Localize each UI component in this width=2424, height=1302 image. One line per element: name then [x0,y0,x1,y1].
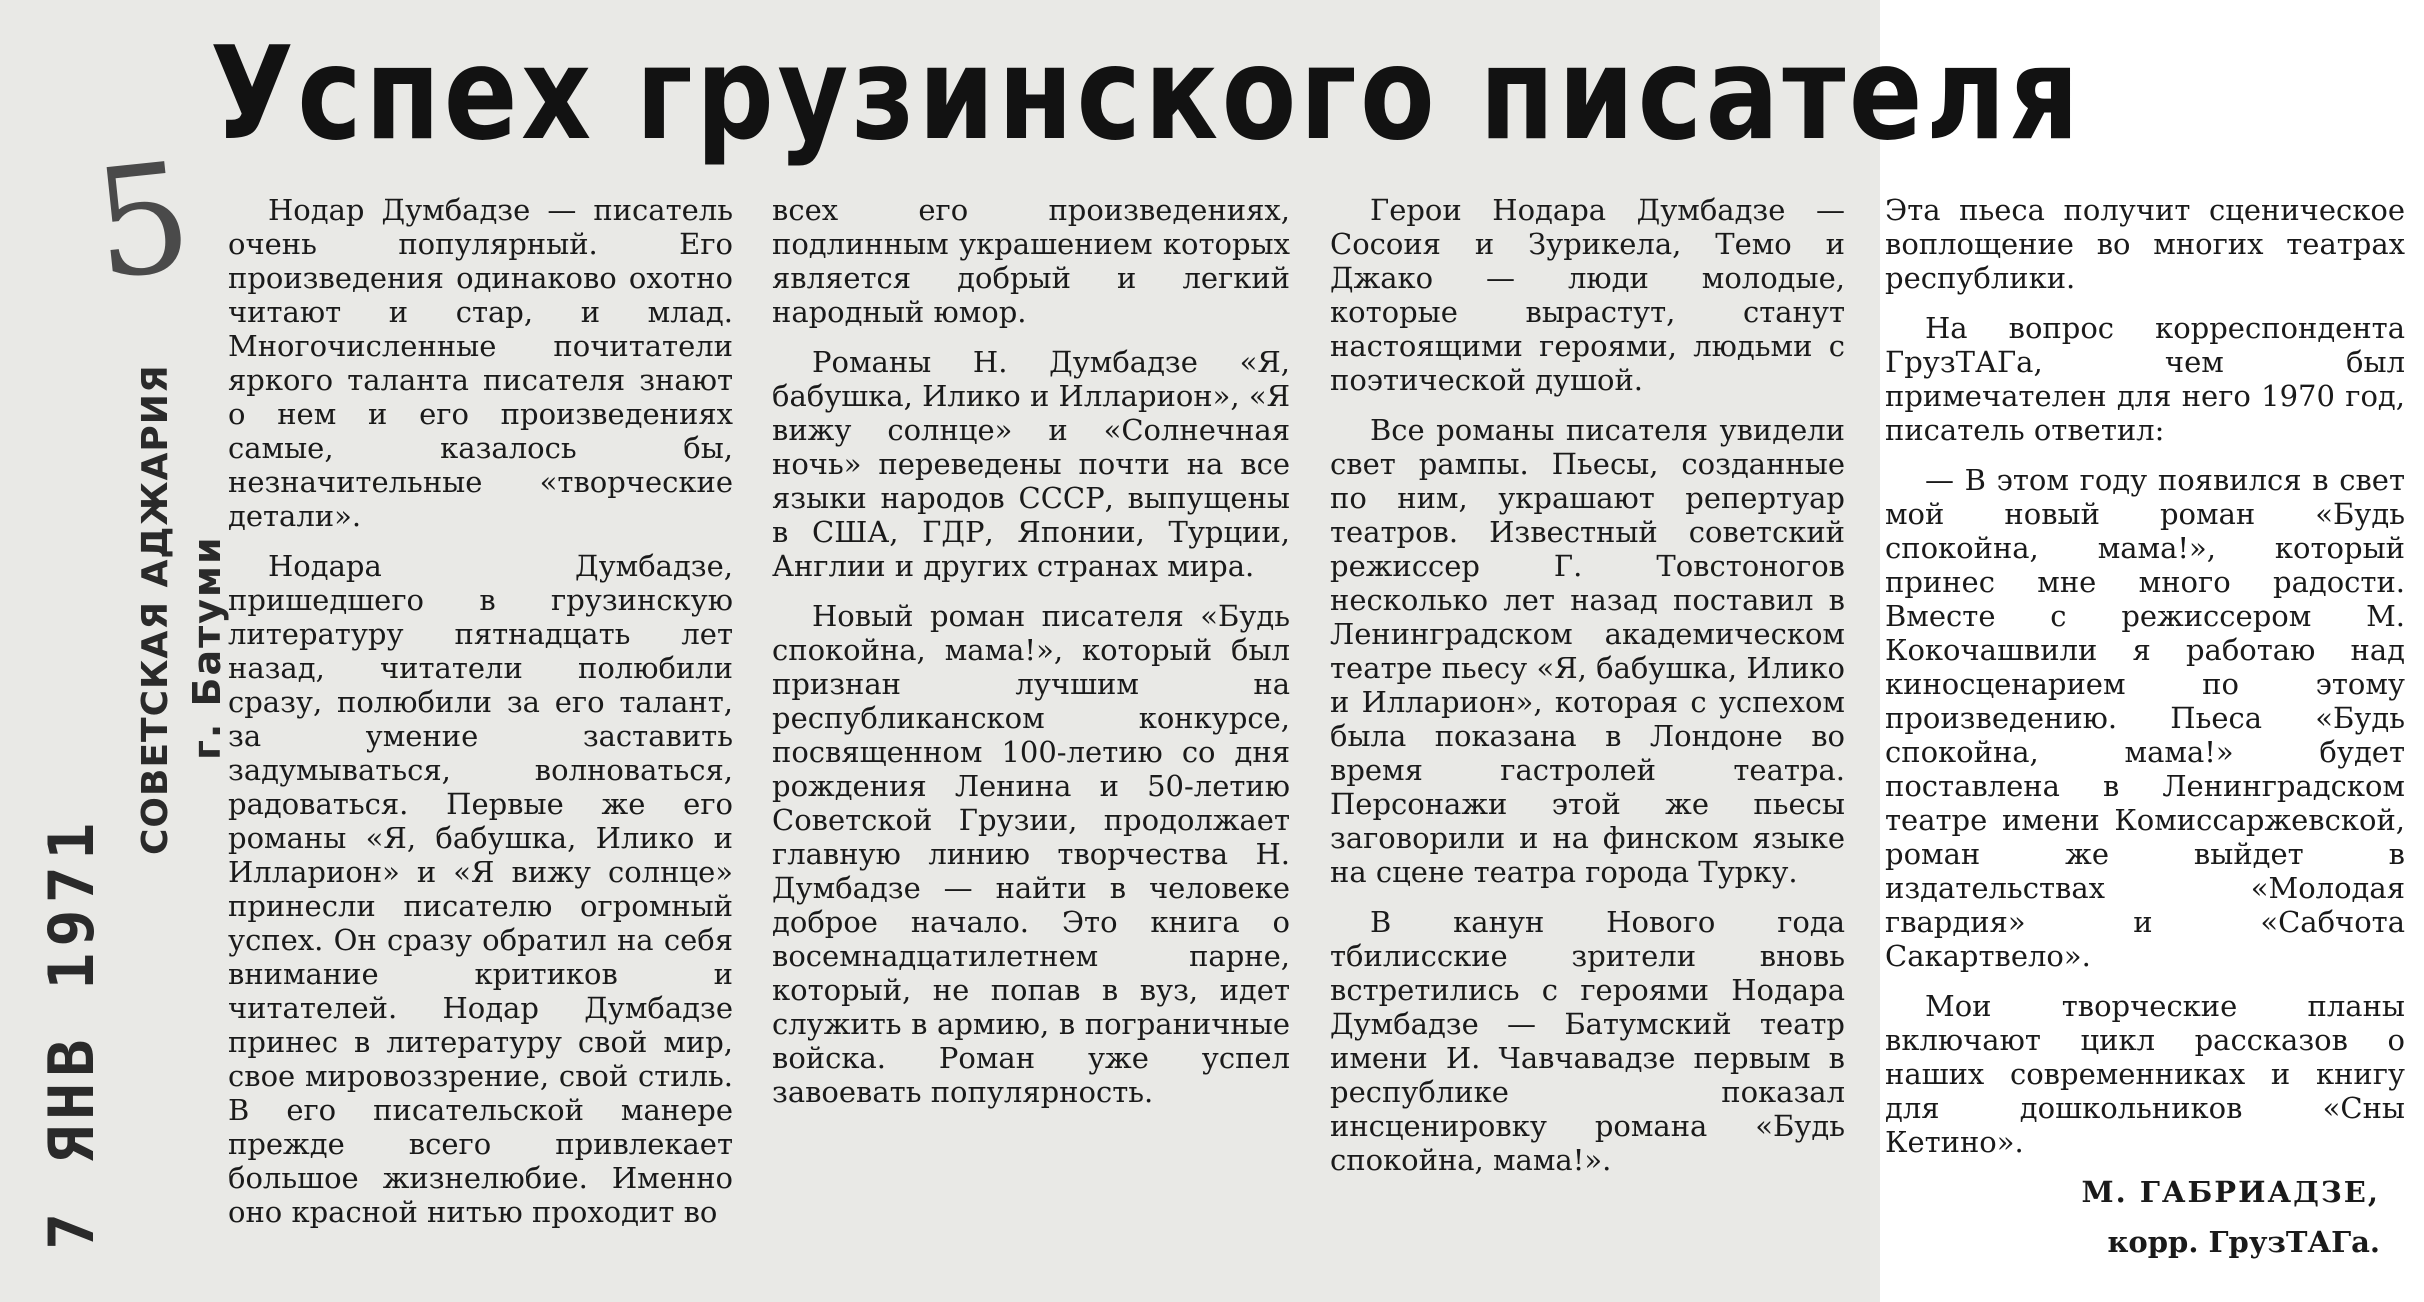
paragraph: всех его произведениях, подлинным украшением которых является добрый и легкий народный юмор. [772,193,1290,329]
paragraph: Мои творческие планы включают цикл рассказов о наших современниках и книгу для дошкольников «Сны Кетино». [1885,989,2405,1159]
date-stamp: 7 ЯНВ 1971 [35,816,108,1250]
article-column-4 [1885,193,2405,1283]
paragraph: — В этом году появился в свет мой новый роман «Будь спокойна, мама!», который принес мне много радости. Вместе с режиссером М. Кокочашвили я работаю над киносценарием по этому произведению. Пьеса «Будь спокойна, мама!» будет поставлена в Ленинградском театре имени Комиссаржевской, роман же выйдет в издательствах «Молодая гвардия» и «Сабчота Сакартвело». [1885,463,2405,973]
paragraph: Новый роман писателя «Будь спокойна, мама!», который был признан лучшим на республиканском конкурсе, посвященном 100-летию со дня рождения Ленина и 50-летию Советской Грузии, продолжает главную линию творчества Н. Думбадзе — найти в человеке доброе начало. Это книга о восемнадцатилетнем парне, который, не попав в вуз, идет служить в армию, в пограничные войска. Роман уже успел завоевать популярность. [772,599,1290,1109]
article-headline: Успех грузинского писателя [210,20,2083,169]
paragraph: Все романы писателя увидели свет рампы. Пьесы, созданные по ним, украшают репертуар театров. Известный советский режиссер Г. Товстоногов несколько лет назад поставил в Ленинградском академическом театре пьесу «Я, бабушка, Илико и Илларион», которая с успехом была показана в Лондоне во время гастролей театра. Персонажи этой же пьесы заговорили и на финском языке на сцене театра города Турку. [1330,413,1845,889]
source-newspaper-stamp: СОВЕТСКАЯ АДЖАРИЯ [135,364,176,855]
paragraph: В канун Нового года тбилисские зрители вновь встретились с героями Нодара Думбадзе — Батумский театр имени И. Чавчавадзе первым в республике показал инсценировку романа «Будь спокойна, мама!». [1330,905,1845,1177]
author-signature-role: корр. ГрузТАГа. [2107,1225,2380,1259]
paragraph: Эта пьеса получит сценическое воплощение во многих театрах республики. [1885,193,2405,295]
paragraph: Нодар Думбадзе — писатель очень популярный. Его произведения одинаково охотно читают и стар, и млад. Многочисленные почитатели яркого таланта писателя знают о нем и его произведениях самые, казалось бы, незначительные «творческие детали». [228,193,733,533]
article-column-2 [772,193,1290,1283]
source-city-stamp: г. Батуми [185,535,229,760]
paragraph: На вопрос корреспондента ГрузТАГа, чем был примечателен для него 1970 год, писатель ответил: [1885,311,2405,447]
handwritten-page-number: 5 [86,130,200,314]
article-column-1 [228,193,733,1283]
author-signature-name: М. ГАБРИАДЗЕ, [2081,1175,2380,1209]
paragraph: Нодара Думбадзе, пришедшего в грузинскую литературу пятнадцать лет назад, читатели полюбили сразу, полюбили за его талант, за умение заставить задумываться, волноваться, радоваться. Первые же его романы «Я, бабушка, Илико и Илларион» и «Я вижу солнце» принесли писателю огромный успех. Он сразу обратил на себя внимание критиков и читателей. Нодар Думбадзе принес в литературу свой мир, свое мировоззрение, свой стиль. В его писательской манере прежде всего привлекает большое жизнелюбие. Именно оно красной нитью проходит во [228,549,733,1229]
article-column-3 [1330,193,1845,1283]
paragraph: Романы Н. Думбадзе «Я, бабушка, Илико и Илларион», «Я вижу солнце» и «Солнечная ночь» переведены почти на все языки народов СССР, выпущены в США, ГДР, Японии, Турции, Англии и других странах мира. [772,345,1290,583]
paragraph: Герои Нодара Думбадзе — Сосоия и Зурикела, Темо и Джако — люди молодые, которые вырастут, станут настоящими героями, людьми с поэтической душой. [1330,193,1845,397]
